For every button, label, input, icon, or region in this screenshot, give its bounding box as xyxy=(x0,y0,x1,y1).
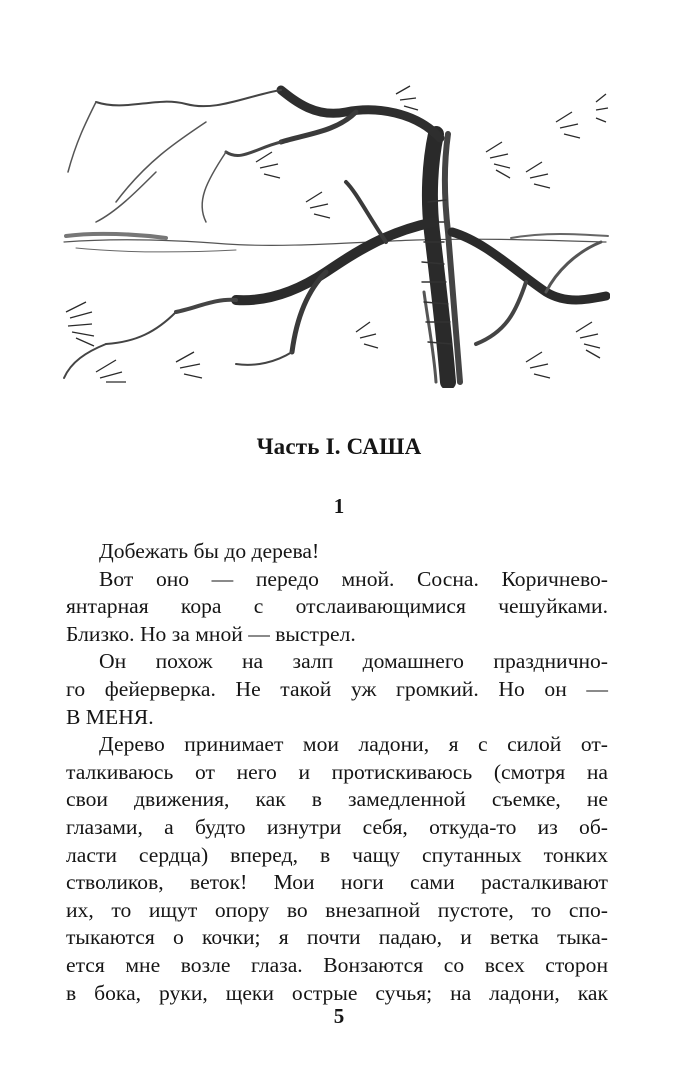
text-line: их, то ищут опору во внезапной пустоте, то спо- xyxy=(66,897,608,922)
text-line: ется мне возле глаза. Вонзаются со всех сторон xyxy=(66,952,608,977)
text-line: в бока, руки, щеки острые сучья; на ладони, как xyxy=(66,980,608,1005)
text-line: Он похож на залп домашнего празднично- xyxy=(99,649,608,674)
part-title: Часть I. САША xyxy=(256,434,422,459)
text-line: Дерево принимает мои ладони, я с силой от- xyxy=(99,732,608,757)
text-line: глазами, а будто изнутри себя, откуда-то из об- xyxy=(66,814,608,839)
pine-tree-illustration xyxy=(56,82,610,388)
text-line: го фейерверка. Не такой уж громкий. Но он — xyxy=(66,676,608,701)
text-line: свои движения, как в замедленной съемке, не xyxy=(66,787,608,812)
text-line: тыкаются о кочки; я почти падаю, и ветка тыка- xyxy=(66,925,608,950)
text-line: Близко. Но за мной — выстрел. xyxy=(66,621,356,646)
chapter-number: 1 xyxy=(333,494,345,518)
text-line: ласти сердца) вперед, в чащу спутанных тонких xyxy=(66,842,608,867)
pine-tree-illustration-icon xyxy=(56,82,610,388)
text-line: талкиваюсь от него и протискиваюсь (смотря на xyxy=(66,759,608,784)
text-line: Добежать бы до дерева! xyxy=(99,539,320,563)
text-line: В МЕНЯ. xyxy=(66,704,154,729)
page-number: 5 xyxy=(333,1004,345,1028)
text-line: янтарная кора с отслаивающимися чешуйками. xyxy=(66,594,608,619)
text-line: стволиков, веток! Мои ноги сами расталкивают xyxy=(66,870,608,895)
chapter-text xyxy=(66,538,608,1007)
text-line: Вот оно — передо мной. Сосна. Коричнево- xyxy=(99,566,608,591)
